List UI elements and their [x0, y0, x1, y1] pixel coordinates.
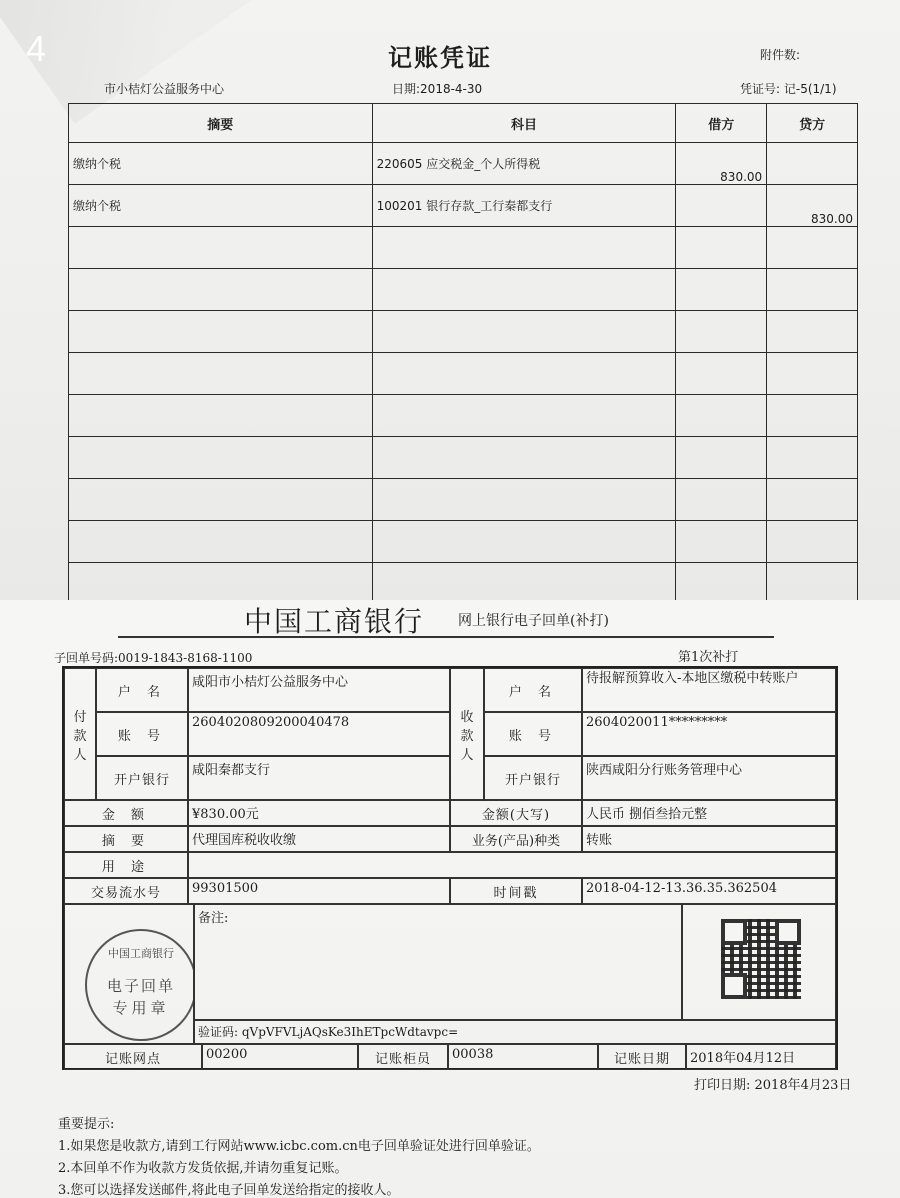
payee-bank-label: 开户银行 [484, 756, 582, 800]
print-date: 打印日期: 2018年4月23日 [694, 1078, 852, 1093]
stamp-line-2: 专用章 [112, 999, 170, 1017]
voucher-attachments: 附件数: [760, 48, 801, 62]
teller: 00038 [448, 1044, 598, 1070]
qr-area [682, 904, 836, 1020]
bank-receipt [0, 600, 900, 1198]
important-notes [58, 1114, 540, 1198]
amount-cn-label: 金额(大写) [450, 800, 582, 826]
stamp-line-1: 电子回单 [106, 977, 175, 995]
row-debit [676, 395, 767, 437]
voucher-title: 记账凭证 [388, 44, 492, 72]
voucher-row [69, 311, 858, 353]
row-debit [676, 353, 767, 395]
row-account [372, 521, 676, 563]
header-summary: 摘要 [69, 104, 373, 143]
row-credit [767, 437, 858, 479]
stamp-area [64, 904, 194, 1044]
row-account [372, 353, 676, 395]
note-line: 2.本回单不作为收款方发货依据,并请勿重复记账。 [58, 1161, 348, 1176]
receipt-subtitle: 网上银行电子回单(补打) [458, 613, 609, 629]
row-debit [676, 521, 767, 563]
note-line: 1.如果您是收款方,请到工行网站www.icbc.com.cn电子回单验证处进行回单验证。 [58, 1139, 540, 1154]
payer-label: 付款人 [64, 668, 96, 800]
electronic-receipt-stamp [85, 929, 194, 1041]
summary: 代理国库税收收缴 [188, 826, 450, 852]
header-account: 科目 [372, 104, 676, 143]
row-summary [69, 227, 373, 269]
summary-label: 摘 要 [64, 826, 188, 852]
business: 转账 [582, 826, 836, 852]
voucher-row [69, 479, 858, 521]
row-credit [767, 269, 858, 311]
row-debit [676, 479, 767, 521]
serial-label: 交易流水号 [64, 878, 188, 904]
row-account [372, 563, 676, 601]
voucher-table [68, 103, 858, 600]
row-summary [69, 395, 373, 437]
row-summary [69, 521, 373, 563]
voucher-date: 日期:2018-4-30 [392, 82, 483, 96]
payer-name-label: 户 名 [96, 668, 188, 712]
header-credit: 贷方 [767, 104, 858, 143]
row-credit: 830.00 [767, 185, 858, 227]
voucher-row [69, 353, 858, 395]
row-debit [676, 311, 767, 353]
timestamp-label: 时间戳 [450, 878, 582, 904]
payee-bank: 陕西咸阳分行账务管理中心 [582, 756, 836, 800]
post-date-label: 记账日期 [598, 1044, 686, 1070]
payer-bank-label: 开户银行 [96, 756, 188, 800]
row-debit [676, 437, 767, 479]
voucher-row [69, 521, 858, 563]
qr-finder-icon [721, 919, 747, 945]
remark-field [194, 904, 682, 1020]
page-number-label: 4 [26, 28, 47, 69]
row-summary [69, 437, 373, 479]
verification-code: 验证码: qVpVFVLjAQsKe3IhETpcWdtavpc= [194, 1020, 836, 1044]
payee-label: 收款人 [450, 668, 484, 800]
row-account [372, 311, 676, 353]
row-summary [69, 311, 373, 353]
notes-title: 重要提示: [58, 1117, 115, 1132]
post-date: 2018年04月12日 [686, 1044, 836, 1070]
amount-cn: 人民币 捌佰叁拾元整 [582, 800, 836, 826]
row-debit: 830.00 [676, 143, 767, 185]
qr-finder-icon [775, 919, 801, 945]
row-debit [676, 227, 767, 269]
row-credit [767, 143, 858, 185]
row-debit [676, 185, 767, 227]
row-credit [767, 395, 858, 437]
business-label: 业务(产品)种类 [450, 826, 582, 852]
row-summary [69, 353, 373, 395]
row-summary: 缴纳个税 [69, 143, 373, 185]
teller-label: 记账柜员 [358, 1044, 448, 1070]
row-credit [767, 353, 858, 395]
note-line: 3.您可以选择发送邮件,将此电子回单发送给指定的接收人。 [58, 1183, 400, 1198]
reprint-count: 第1次补打 [678, 650, 739, 665]
voucher-header-row [69, 104, 858, 143]
amount: ¥830.00元 [188, 800, 450, 826]
row-credit [767, 563, 858, 601]
bank-name: 中国工商银行 [244, 605, 425, 638]
row-credit [767, 311, 858, 353]
voucher-row [69, 269, 858, 311]
row-debit [676, 563, 767, 601]
row-debit [676, 269, 767, 311]
payer-bank: 咸阳秦都支行 [188, 756, 450, 800]
remark-label: 备注: [198, 911, 229, 926]
purpose [188, 852, 836, 878]
header-debit: 借方 [676, 104, 767, 143]
voucher-row [69, 437, 858, 479]
qr-finder-icon [721, 973, 747, 999]
voucher-row [69, 143, 858, 185]
payer-account-label: 账 号 [96, 712, 188, 756]
branch: 00200 [202, 1044, 358, 1070]
amount-label: 金 额 [64, 800, 188, 826]
row-summary: 缴纳个税 [69, 185, 373, 227]
payee-account: 2604020011********* [582, 712, 836, 756]
title-rule [118, 636, 774, 638]
receipt-frame [62, 666, 838, 1070]
payer-name: 咸阳市小桔灯公益服务中心 [188, 668, 450, 712]
voucher-row [69, 395, 858, 437]
payee-name-label: 户 名 [484, 668, 582, 712]
row-account [372, 437, 676, 479]
qr-code-icon [721, 919, 801, 999]
branch-label: 记账网点 [64, 1044, 202, 1070]
row-summary [69, 479, 373, 521]
row-account [372, 395, 676, 437]
voucher-row [69, 185, 858, 227]
serial: 99301500 [188, 878, 450, 904]
stamp-bank-name: 中国工商银行 [108, 947, 174, 960]
row-summary [69, 269, 373, 311]
row-credit [767, 521, 858, 563]
payer-account: 2604020809200040478 [188, 712, 450, 756]
row-account [372, 479, 676, 521]
row-account [372, 269, 676, 311]
row-credit [767, 479, 858, 521]
timestamp: 2018-04-12-13.36.35.362504 [582, 878, 836, 904]
payee-account-label: 账 号 [484, 712, 582, 756]
voucher-row [69, 563, 858, 601]
payee-name: 待报解预算收入-本地区缴税中转账户 [582, 668, 836, 712]
row-account: 100201 银行存款_工行秦都支行 [372, 185, 676, 227]
row-summary [69, 563, 373, 601]
purpose-label: 用 途 [64, 852, 188, 878]
row-credit [767, 227, 858, 269]
row-account: 220605 应交税金_个人所得税 [372, 143, 676, 185]
voucher-number: 凭证号: 记-5(1/1) [740, 82, 837, 96]
voucher-row [69, 227, 858, 269]
row-account [372, 227, 676, 269]
voucher-organization: 市小桔灯公益服务中心 [104, 82, 225, 96]
receipt-number: 子回单号码:0019-1843-8168-1100 [54, 651, 253, 665]
